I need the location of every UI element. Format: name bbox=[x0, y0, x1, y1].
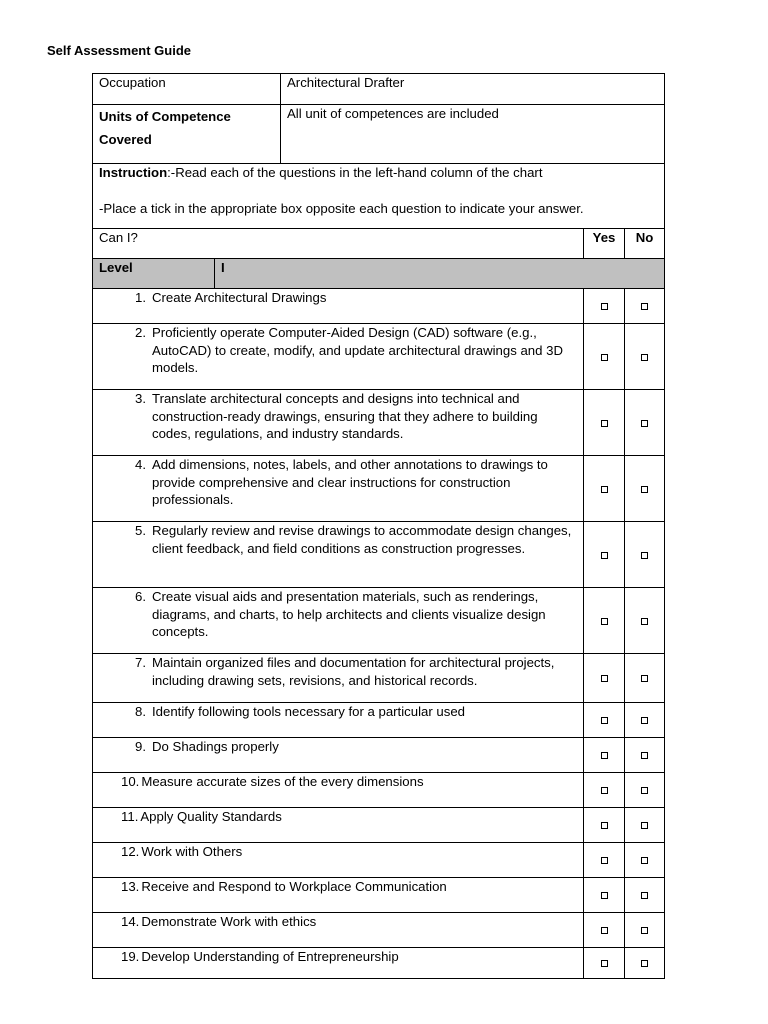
question-number: 19. bbox=[121, 949, 140, 964]
self-assessment-table bbox=[92, 73, 665, 979]
question-number: 1. bbox=[135, 290, 146, 305]
no-checkbox[interactable] bbox=[641, 892, 648, 899]
no-checkbox[interactable] bbox=[641, 675, 648, 682]
yes-checkbox-cell bbox=[584, 808, 625, 843]
no-checkbox[interactable] bbox=[641, 420, 648, 427]
yes-checkbox[interactable] bbox=[601, 960, 608, 967]
no-checkbox-cell bbox=[625, 324, 665, 390]
units-row bbox=[93, 105, 665, 164]
yes-checkbox-cell bbox=[584, 913, 625, 948]
question-row bbox=[93, 738, 665, 773]
no-checkbox[interactable] bbox=[641, 552, 648, 559]
question-number: 5. bbox=[135, 523, 146, 538]
question-number: 2. bbox=[135, 325, 146, 340]
yes-checkbox[interactable] bbox=[601, 752, 608, 759]
question-number: 12. bbox=[121, 844, 140, 859]
yes-checkbox[interactable] bbox=[601, 717, 608, 724]
yes-checkbox-cell bbox=[584, 773, 625, 808]
no-checkbox[interactable] bbox=[641, 618, 648, 625]
question-number: 13. bbox=[121, 879, 140, 894]
yes-checkbox-cell bbox=[584, 878, 625, 913]
question-cell bbox=[93, 878, 584, 913]
yes-checkbox[interactable] bbox=[601, 486, 608, 493]
question-cell bbox=[93, 808, 584, 843]
no-checkbox[interactable] bbox=[641, 927, 648, 934]
no-checkbox-cell bbox=[625, 913, 665, 948]
occupation-row bbox=[93, 74, 665, 105]
question-text: Regularly review and revise drawings to accommodate design changes, client feedback, and field conditions as construction progresses. bbox=[152, 523, 572, 556]
no-checkbox-cell bbox=[625, 808, 665, 843]
question-row bbox=[93, 913, 665, 948]
yes-checkbox[interactable] bbox=[601, 822, 608, 829]
question-text: Receive and Respond to Workplace Communication bbox=[141, 879, 447, 894]
question-text: Create visual aids and presentation materials, such as renderings, diagrams, and charts, to help architects and clients visualize design concepts. bbox=[152, 589, 546, 639]
no-checkbox[interactable] bbox=[641, 303, 648, 310]
question-text: Work with Others bbox=[141, 844, 243, 859]
question-row bbox=[93, 390, 665, 456]
yes-checkbox[interactable] bbox=[601, 618, 608, 625]
question-cell bbox=[93, 390, 584, 456]
question-row bbox=[93, 843, 665, 878]
question-text: Develop Understanding of Entrepreneurship bbox=[141, 949, 399, 964]
document-title: Self Assessment Guide bbox=[47, 43, 192, 58]
question-text: Proficiently operate Computer-Aided Design (CAD) software (e.g., AutoCAD) to create, modify, and update architectural drawings and 3D models. bbox=[152, 325, 563, 375]
yes-header: Yes bbox=[584, 229, 625, 259]
no-checkbox-cell bbox=[625, 654, 665, 703]
level-value: I bbox=[215, 259, 665, 289]
question-row bbox=[93, 588, 665, 654]
yes-checkbox[interactable] bbox=[601, 552, 608, 559]
yes-checkbox[interactable] bbox=[601, 892, 608, 899]
no-checkbox-cell bbox=[625, 948, 665, 979]
yes-checkbox-cell bbox=[584, 456, 625, 522]
yes-checkbox-cell bbox=[584, 654, 625, 703]
no-checkbox-cell bbox=[625, 522, 665, 588]
question-number: 14. bbox=[121, 914, 140, 929]
question-row bbox=[93, 948, 665, 979]
question-text: Maintain organized files and documentation for architectural projects, including drawing sets, revisions, and historical records. bbox=[152, 655, 555, 688]
question-cell bbox=[93, 522, 584, 588]
no-checkbox-cell bbox=[625, 703, 665, 738]
question-row bbox=[93, 808, 665, 843]
yes-checkbox-cell bbox=[584, 738, 625, 773]
yes-checkbox[interactable] bbox=[601, 857, 608, 864]
question-list bbox=[93, 289, 665, 979]
can-i-label: Can I? bbox=[93, 229, 584, 259]
question-number: 8. bbox=[135, 704, 146, 719]
question-text: Add dimensions, notes, labels, and other annotations to drawings to provide comprehensive and clear instructions for construction professionals. bbox=[152, 457, 548, 507]
yes-checkbox-cell bbox=[584, 324, 625, 390]
no-checkbox-cell bbox=[625, 289, 665, 324]
question-cell bbox=[93, 948, 584, 979]
yes-checkbox-cell bbox=[584, 588, 625, 654]
question-number: 10. bbox=[121, 774, 140, 789]
question-row bbox=[93, 324, 665, 390]
question-text: Measure accurate sizes of the every dimensions bbox=[141, 774, 424, 789]
question-row bbox=[93, 773, 665, 808]
question-cell bbox=[93, 738, 584, 773]
no-checkbox-cell bbox=[625, 878, 665, 913]
question-text: Do Shadings properly bbox=[152, 739, 279, 754]
question-cell bbox=[93, 588, 584, 654]
yes-checkbox-cell bbox=[584, 703, 625, 738]
no-checkbox[interactable] bbox=[641, 354, 648, 361]
yes-checkbox[interactable] bbox=[601, 303, 608, 310]
no-checkbox[interactable] bbox=[641, 486, 648, 493]
level-row bbox=[93, 259, 665, 289]
question-row bbox=[93, 456, 665, 522]
question-cell bbox=[93, 843, 584, 878]
question-cell bbox=[93, 773, 584, 808]
question-number: 4. bbox=[135, 457, 146, 472]
instruction-text: :-Read each of the questions in the left-hand column of the chart bbox=[167, 165, 543, 180]
yes-checkbox[interactable] bbox=[601, 420, 608, 427]
yes-checkbox[interactable] bbox=[601, 675, 608, 682]
question-row bbox=[93, 703, 665, 738]
instruction-label: Instruction bbox=[99, 165, 168, 180]
column-header-row bbox=[93, 229, 665, 259]
question-text: Apply Quality Standards bbox=[140, 809, 282, 824]
no-checkbox-cell bbox=[625, 588, 665, 654]
no-checkbox-cell bbox=[625, 773, 665, 808]
question-text: Demonstrate Work with ethics bbox=[141, 914, 317, 929]
no-checkbox[interactable] bbox=[641, 787, 648, 794]
question-cell bbox=[93, 289, 584, 324]
instruction-row bbox=[93, 164, 665, 229]
no-checkbox-cell bbox=[625, 738, 665, 773]
instruction-text-2: -Place a tick in the appropriate box opposite each question to indicate your answer. bbox=[99, 200, 584, 216]
yes-checkbox-cell bbox=[584, 289, 625, 324]
level-label: Level bbox=[93, 259, 215, 289]
question-cell bbox=[93, 913, 584, 948]
question-text: Translate architectural concepts and designs into technical and construction-ready drawings, ensuring that they adhere to building codes, regulations, and industry standards. bbox=[152, 391, 538, 441]
occupation-value: Architectural Drafter bbox=[281, 74, 665, 105]
question-cell bbox=[93, 324, 584, 390]
occupation-label: Occupation bbox=[93, 74, 281, 105]
question-number: 7. bbox=[135, 655, 146, 670]
question-number: 9. bbox=[135, 739, 146, 754]
question-row bbox=[93, 522, 665, 588]
no-checkbox-cell bbox=[625, 843, 665, 878]
question-row bbox=[93, 289, 665, 324]
question-row bbox=[93, 654, 665, 703]
question-cell bbox=[93, 703, 584, 738]
no-header: No bbox=[625, 229, 665, 259]
question-cell bbox=[93, 654, 584, 703]
question-number: 3. bbox=[135, 391, 146, 406]
question-number: 6. bbox=[135, 589, 146, 604]
question-number: 11. bbox=[121, 809, 139, 824]
question-text: Create Architectural Drawings bbox=[152, 290, 327, 305]
no-checkbox[interactable] bbox=[641, 717, 648, 724]
yes-checkbox-cell bbox=[584, 843, 625, 878]
yes-checkbox[interactable] bbox=[601, 354, 608, 361]
no-checkbox[interactable] bbox=[641, 857, 648, 864]
no-checkbox-cell bbox=[625, 390, 665, 456]
no-checkbox-cell bbox=[625, 456, 665, 522]
no-checkbox[interactable] bbox=[641, 960, 648, 967]
yes-checkbox-cell bbox=[584, 522, 625, 588]
instruction-cell bbox=[93, 164, 665, 229]
yes-checkbox[interactable] bbox=[601, 927, 608, 934]
units-label: Units of Competence Covered bbox=[93, 105, 281, 164]
no-checkbox[interactable] bbox=[641, 752, 648, 759]
no-checkbox[interactable] bbox=[641, 822, 648, 829]
yes-checkbox-cell bbox=[584, 948, 625, 979]
yes-checkbox[interactable] bbox=[601, 787, 608, 794]
question-text: Identify following tools necessary for a particular used bbox=[152, 704, 465, 719]
question-cell bbox=[93, 456, 584, 522]
units-value: All unit of competences are included bbox=[281, 105, 665, 164]
yes-checkbox-cell bbox=[584, 390, 625, 456]
question-row bbox=[93, 878, 665, 913]
